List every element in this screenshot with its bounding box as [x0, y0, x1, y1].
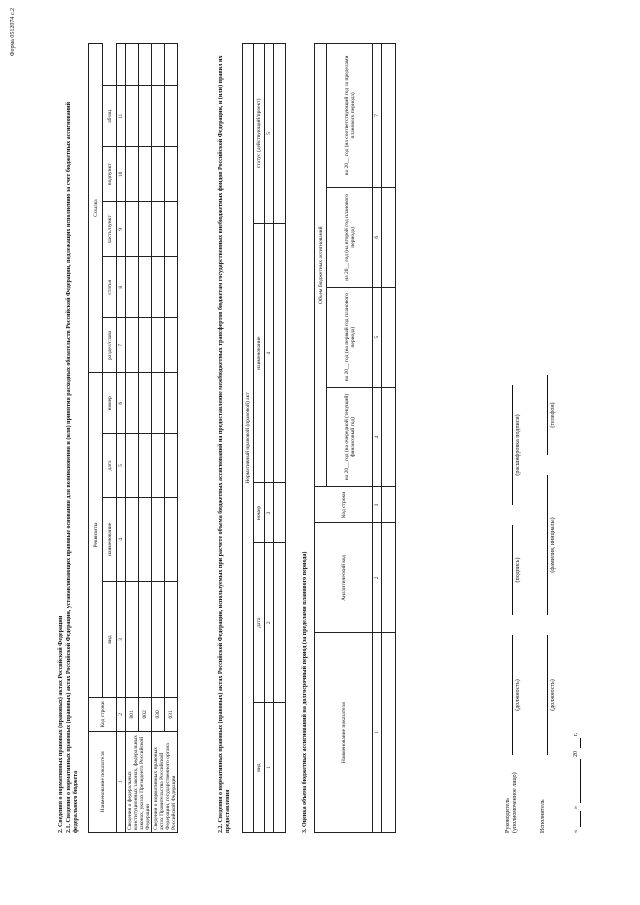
num-cell	[117, 44, 126, 86]
num-cell: 3	[373, 487, 382, 523]
row-code: 002	[139, 698, 152, 732]
date-year-prefix: 20	[573, 751, 579, 757]
num-cell: 5	[265, 44, 274, 224]
date-close-quote: »	[573, 806, 579, 809]
date-year-suffix: г.	[573, 732, 579, 736]
num-cell: 4	[373, 387, 382, 487]
col-year-plan2: на 20__ год (на второй год планового периода)	[327, 187, 373, 287]
exec-phone-line[interactable]	[547, 375, 548, 455]
head-label: Руководитель	[505, 798, 511, 833]
table-transfer-acts	[242, 43, 286, 833]
row-code: 001	[126, 698, 139, 732]
row-federal-laws: Сведения о федеральных конституционных законах, федеральных законах, указах Президента Российской Федерации	[126, 731, 152, 832]
num-cell: 11	[117, 86, 126, 147]
row-government-acts: Сведения о нормативных правовых актах Правительства Российской Федерации, государственного органа Российской Федерации	[152, 731, 178, 832]
num-cell: 9	[117, 202, 126, 257]
col-requisites-header: Реквизиты	[89, 373, 103, 698]
cap-position: (должность)	[515, 679, 521, 711]
num-cell: 1	[117, 731, 126, 832]
exec-position-line[interactable]	[547, 635, 548, 755]
num-cell: 2	[117, 698, 126, 732]
num-cell: 10	[117, 147, 126, 202]
col-reference-header: Ссылка	[89, 44, 103, 373]
col-code-header: Код строки	[315, 487, 373, 523]
num-cell: 2	[265, 543, 274, 703]
col-name-header: Наименование показателя	[89, 731, 117, 832]
num-cell: 6	[117, 373, 126, 434]
col-chast: часть/пункт	[103, 202, 117, 257]
date-year-line[interactable]	[580, 738, 581, 748]
num-cell: 5	[117, 434, 126, 497]
table-long-term-estimate	[314, 43, 396, 833]
col-vid: вид	[254, 703, 265, 833]
col-abzac: абзац	[103, 86, 117, 147]
num-cell: 4	[265, 223, 274, 483]
col-naim: наименование	[103, 497, 117, 581]
num-cell: 3	[117, 581, 126, 697]
num-cell: 7	[373, 44, 382, 188]
cap-exec-name: (фамилия, инициалы)	[550, 517, 556, 573]
col-code-header: Код строки	[89, 698, 117, 732]
table-normative-acts	[88, 43, 178, 833]
head-decode-line[interactable]	[512, 385, 513, 505]
num-cell: 7	[117, 318, 126, 373]
num-cell: 8	[117, 257, 126, 318]
num-cell: 1	[373, 633, 382, 833]
col-name-header: Наименование показателя	[315, 633, 373, 833]
num-cell: 4	[117, 497, 126, 581]
form-code: Форма 0512074 с.2	[10, 8, 16, 57]
cap-exec-position: (должность)	[550, 679, 556, 711]
date-day-line[interactable]	[580, 811, 581, 827]
num-cell: 3	[265, 483, 274, 543]
cap-signature: (подпись)	[515, 557, 521, 583]
head-sublabel: (уполномоченное лицо)	[512, 772, 518, 833]
section22-title: 2.2. Сведения о нормативных правовых (правовых) актах Российской Федерации, используемых при расчете объема бюджетных ассигнований на предоставление межбюджетных трансфертов бюджетам государственных внебюджетных фондов Российской Федерации, и (или) правил их предоставления	[218, 55, 231, 833]
col-num: номер	[103, 373, 117, 434]
col-volume-header: Объем бюджетных ассигнований	[315, 44, 327, 487]
col-podpunkt: подпункт	[103, 147, 117, 202]
row-code: 031	[165, 698, 178, 732]
num-cell: 6	[373, 187, 382, 287]
col-date: дата	[103, 434, 117, 497]
num-cell: 1	[265, 703, 274, 833]
col-date: дата	[254, 543, 265, 703]
col-analytic-code: Аналитический код	[315, 523, 373, 633]
section2-title: 2. Сведения о нормативных правовых (правовых) актах Российской Федерации	[58, 615, 64, 833]
date-month-line[interactable]	[580, 759, 581, 803]
col-year-beyond: на 20__ год (на соответствующий год за пределами планового периода)	[327, 44, 373, 188]
col-vid: вид	[103, 581, 117, 697]
head-signature-line[interactable]	[512, 525, 513, 615]
col-statya: статья	[103, 257, 117, 318]
col-razdel: раздел/глава	[103, 318, 117, 373]
exec-name-line[interactable]	[547, 475, 548, 615]
section3-title: 3. Оценка объема бюджетных ассигнований на долгосрочный период (за пределами планового периода)	[302, 551, 308, 833]
act-group-header: Нормативный правовой (правовой) акт	[243, 44, 254, 833]
num-cell: 5	[373, 287, 382, 387]
col-status: статус (действующий/проект)	[254, 44, 265, 224]
section21-title: 2.1. Сведения о нормативных правовых (правовых) актах Российской Федерации, устанавливающих правовые основания для возникновения и (или) принятия расходных обязательств Российской Федерации, подлежащих исполнению за счет бюджетных ассигнований федерального бюджета	[66, 101, 79, 833]
col-naim: наименование	[254, 223, 265, 483]
col-year-current: на 20__ год (на очередной (текущий) финансовый год)	[327, 387, 373, 487]
exec-label: Исполнитель	[540, 799, 546, 833]
cap-exec-phone: (телефон)	[550, 402, 556, 428]
col-num: номер	[254, 483, 265, 543]
cap-decode: (расшифровка подписи)	[515, 414, 521, 476]
date-open-quote: «	[573, 830, 579, 833]
row-code: 030	[152, 698, 165, 732]
head-position-line[interactable]	[512, 635, 513, 755]
col-year-plan1: на 20__ год (на первый год планового периода)	[327, 287, 373, 387]
num-cell: 2	[373, 523, 382, 633]
